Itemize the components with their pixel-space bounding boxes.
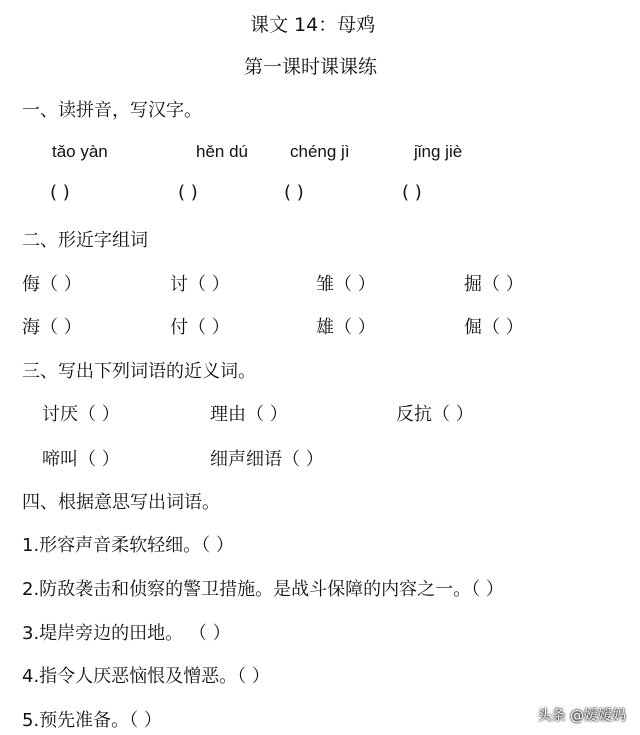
char-item-8[interactable]: 倔（ ） [464, 317, 524, 338]
page-title: 课文 14：母鸡 [250, 14, 376, 36]
watermark: 头条 @嫒嫒妈 [537, 708, 626, 724]
pinyin-blank-1[interactable]: ( ) [50, 182, 70, 203]
section2-heading: 二、形近字组词 [22, 230, 148, 251]
pinyin-blank-2[interactable]: ( ) [178, 182, 198, 203]
meaning-item-3[interactable]: 3.堤岸旁边的田地。 （ ） [22, 623, 231, 644]
pinyin-1: tǎo yàn [52, 142, 108, 161]
page-subtitle: 第一课时课课练 [244, 56, 378, 78]
char-item-6[interactable]: 付（ ） [170, 317, 230, 338]
synonym-item-4[interactable]: 啼叫（ ） [42, 449, 120, 470]
pinyin-4: jǐng jiè [414, 142, 463, 161]
pinyin-blank-4[interactable]: ( ) [402, 182, 422, 203]
meaning-item-1[interactable]: 1.形容声音柔软轻细。（ ） [22, 535, 234, 556]
char-item-2[interactable]: 讨（ ） [170, 274, 230, 295]
char-item-5[interactable]: 海（ ） [22, 317, 82, 338]
section1-heading: 一、读拼音，写汉字。 [22, 100, 202, 121]
char-item-3[interactable]: 雏（ ） [316, 274, 376, 295]
synonym-item-1[interactable]: 讨厌（ ） [42, 404, 120, 425]
section4-heading: 四、根据意思写出词语。 [22, 492, 220, 513]
synonym-item-2[interactable]: 理由（ ） [210, 404, 288, 425]
char-item-4[interactable]: 掘（ ） [464, 274, 524, 295]
synonym-item-5[interactable]: 细声细语（ ） [210, 449, 324, 470]
section3-heading: 三、写出下列词语的近义词。 [22, 361, 256, 382]
pinyin-3: chéng jì [290, 142, 350, 161]
pinyin-2: hěn dú [196, 142, 248, 161]
meaning-item-5[interactable]: 5.预先准备。（ ） [22, 710, 162, 731]
synonym-item-3[interactable]: 反抗（ ） [396, 404, 474, 425]
char-item-1[interactable]: 侮（ ） [22, 274, 82, 295]
char-item-7[interactable]: 雄（ ） [316, 317, 376, 338]
pinyin-blank-3[interactable]: ( ) [284, 182, 304, 203]
meaning-item-4[interactable]: 4.指令人厌恶恼恨及憎恶。（ ） [22, 666, 270, 687]
meaning-item-2[interactable]: 2.防敌袭击和侦察的警卫措施。是战斗保障的内容之一。（ ） [22, 579, 504, 600]
